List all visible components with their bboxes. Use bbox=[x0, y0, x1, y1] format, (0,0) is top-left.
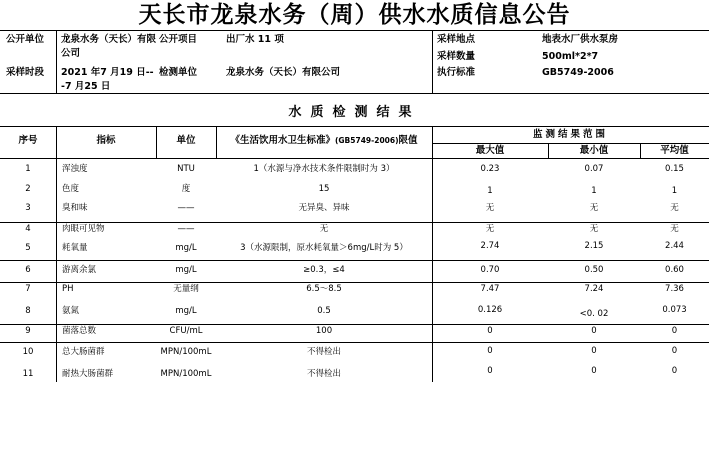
row-max: 0.70 bbox=[480, 265, 500, 275]
col-header-range: 监测结果范围 bbox=[532, 129, 608, 140]
row-max: 无 bbox=[485, 224, 495, 234]
row-number: 10 bbox=[22, 347, 34, 357]
row-number: 9 bbox=[25, 326, 31, 336]
qty-label: 采样数量 bbox=[437, 51, 476, 62]
row-limit: ≥0.3，≤4 bbox=[303, 265, 345, 275]
std-value: GB5749-2006 bbox=[542, 67, 614, 78]
row-unit: 无量纲 bbox=[173, 284, 199, 294]
row-min: 0 bbox=[591, 326, 597, 336]
row-min: 0.07 bbox=[584, 164, 604, 174]
row-avg: 无 bbox=[670, 203, 679, 213]
row-indicator: 菌落总数 bbox=[62, 326, 97, 336]
row-limit: 0.5 bbox=[317, 306, 331, 316]
row-min: 2.15 bbox=[584, 241, 604, 251]
row-min: 无 bbox=[589, 203, 599, 213]
publisher-label: 公开单位 bbox=[6, 34, 45, 45]
section-title: 水质检测结果 bbox=[288, 105, 421, 120]
row-min: 0 bbox=[591, 366, 597, 376]
row-unit: mg/L bbox=[175, 243, 197, 253]
publisher-value: 龙泉水务（天长）有限公司 bbox=[61, 34, 157, 59]
row-avg: 1 bbox=[671, 186, 678, 196]
row-avg: 0 bbox=[671, 366, 678, 376]
row-unit: 度 bbox=[181, 184, 191, 194]
table-rule bbox=[0, 260, 709, 261]
row-avg: 0 bbox=[671, 346, 678, 356]
row-limit: 不得检出 bbox=[306, 369, 341, 379]
limit-suffix: 限值 bbox=[398, 135, 418, 146]
row-limit: 15 bbox=[318, 184, 330, 194]
col-header-max: 最大值 bbox=[475, 145, 505, 156]
site-value: 地表水厂供水泵房 bbox=[542, 34, 619, 45]
col-header-indicator: 指标 bbox=[96, 135, 116, 146]
row-avg: 2.44 bbox=[665, 241, 684, 251]
row-unit: mg/L bbox=[175, 265, 197, 275]
row-number: 3 bbox=[25, 203, 31, 213]
qty-value: 500ml*2*7 bbox=[542, 51, 599, 62]
row-max: 0 bbox=[487, 346, 493, 356]
row-limit: 3（水源限制，原水耗氧量＞6mg/L时为 5） bbox=[240, 243, 408, 253]
row-max: 1 bbox=[487, 186, 493, 196]
row-indicator: 臭和味 bbox=[62, 203, 88, 213]
row-min: 7.24 bbox=[584, 284, 604, 294]
row-indicator: 游离余氯 bbox=[62, 265, 97, 275]
header-divider bbox=[56, 30, 57, 93]
row-limit: 不得检出 bbox=[306, 347, 341, 357]
row-max: 2.74 bbox=[480, 241, 500, 251]
limit-title: 《生活饮用水卫生标准》 bbox=[230, 135, 335, 146]
std-label: 执行标准 bbox=[437, 67, 476, 78]
period-value: 2021 年7 月19 日---7 月25 日 bbox=[61, 67, 154, 92]
item-label: 公开项目 bbox=[159, 34, 198, 45]
tester-label: 检测单位 bbox=[159, 67, 198, 78]
col-header-unit: 单位 bbox=[176, 135, 196, 146]
col-header-avg: 平均值 bbox=[660, 145, 689, 156]
row-limit: 无 bbox=[319, 224, 329, 234]
row-avg: 0.15 bbox=[665, 164, 684, 174]
row-indicator: 浑浊度 bbox=[62, 164, 88, 174]
row-avg: 无 bbox=[670, 224, 679, 234]
period-label: 采样时段 bbox=[6, 67, 45, 78]
row-min: 0.50 bbox=[584, 265, 604, 275]
row-max: 7.47 bbox=[480, 284, 500, 294]
page-title: 天长市龙泉水务（周）供水水质信息公告 bbox=[138, 1, 571, 28]
row-number: 5 bbox=[25, 243, 31, 253]
item-value: 出厂水 11 项 bbox=[226, 34, 284, 45]
row-max: 0.23 bbox=[480, 164, 500, 174]
row-min: 0 bbox=[591, 346, 597, 356]
col-header-limit bbox=[216, 134, 432, 148]
row-number: 2 bbox=[25, 184, 31, 194]
col-header-no: 序号 bbox=[18, 135, 38, 146]
site-label: 采样地点 bbox=[437, 34, 476, 45]
table-rule bbox=[0, 158, 709, 159]
row-min: 1 bbox=[591, 186, 597, 196]
limit-standard-code: (GB5749-2006) bbox=[334, 136, 399, 145]
row-min: 无 bbox=[589, 224, 599, 234]
row-unit: mg/L bbox=[175, 306, 197, 316]
row-limit: 无异臭、异味 bbox=[298, 203, 350, 213]
row-unit: MPN/100mL bbox=[160, 369, 212, 379]
table-rule bbox=[56, 126, 57, 382]
row-unit: CFU/mL bbox=[169, 326, 203, 336]
table-rule bbox=[0, 342, 709, 343]
row-number: 11 bbox=[22, 369, 34, 379]
row-max: 0 bbox=[487, 326, 493, 336]
row-avg: 0.60 bbox=[665, 265, 684, 275]
row-indicator: 耗氧量 bbox=[62, 243, 88, 253]
row-avg: 0 bbox=[671, 326, 678, 336]
row-number: 6 bbox=[25, 265, 31, 275]
row-number: 7 bbox=[25, 284, 31, 294]
tester-value: 龙泉水务（天长）有限公司 bbox=[226, 67, 341, 78]
row-indicator: 耐热大肠菌群 bbox=[62, 369, 114, 379]
row-avg: 0.073 bbox=[662, 305, 687, 315]
row-limit: 100 bbox=[315, 326, 333, 336]
row-number: 4 bbox=[25, 224, 31, 234]
row-unit: NTU bbox=[177, 164, 195, 174]
row-number: 8 bbox=[25, 306, 31, 316]
row-indicator: 氨氮 bbox=[62, 306, 80, 316]
row-indicator: 色度 bbox=[62, 184, 80, 194]
header-divider bbox=[432, 30, 433, 93]
row-max: 0 bbox=[487, 366, 493, 376]
row-max: 0.126 bbox=[477, 305, 503, 315]
header-top-rule bbox=[0, 30, 709, 31]
row-min: <0. 02 bbox=[579, 309, 609, 319]
row-limit: 6.5～8.5 bbox=[306, 284, 342, 294]
row-unit: —— bbox=[177, 203, 195, 213]
row-indicator: 总大肠菌群 bbox=[62, 347, 105, 357]
col-header-min: 最小值 bbox=[579, 145, 609, 156]
row-indicator: PH bbox=[62, 284, 74, 294]
row-unit: —— bbox=[177, 224, 195, 234]
table-rule bbox=[0, 126, 709, 127]
row-indicator: 肉眼可见物 bbox=[62, 224, 105, 234]
row-number: 1 bbox=[25, 164, 31, 174]
row-max: 无 bbox=[485, 203, 495, 213]
row-unit: MPN/100mL bbox=[160, 347, 212, 357]
row-avg: 7.36 bbox=[665, 284, 684, 294]
row-limit: 1（水源与净水技术条件限制时为 3） bbox=[253, 164, 395, 174]
